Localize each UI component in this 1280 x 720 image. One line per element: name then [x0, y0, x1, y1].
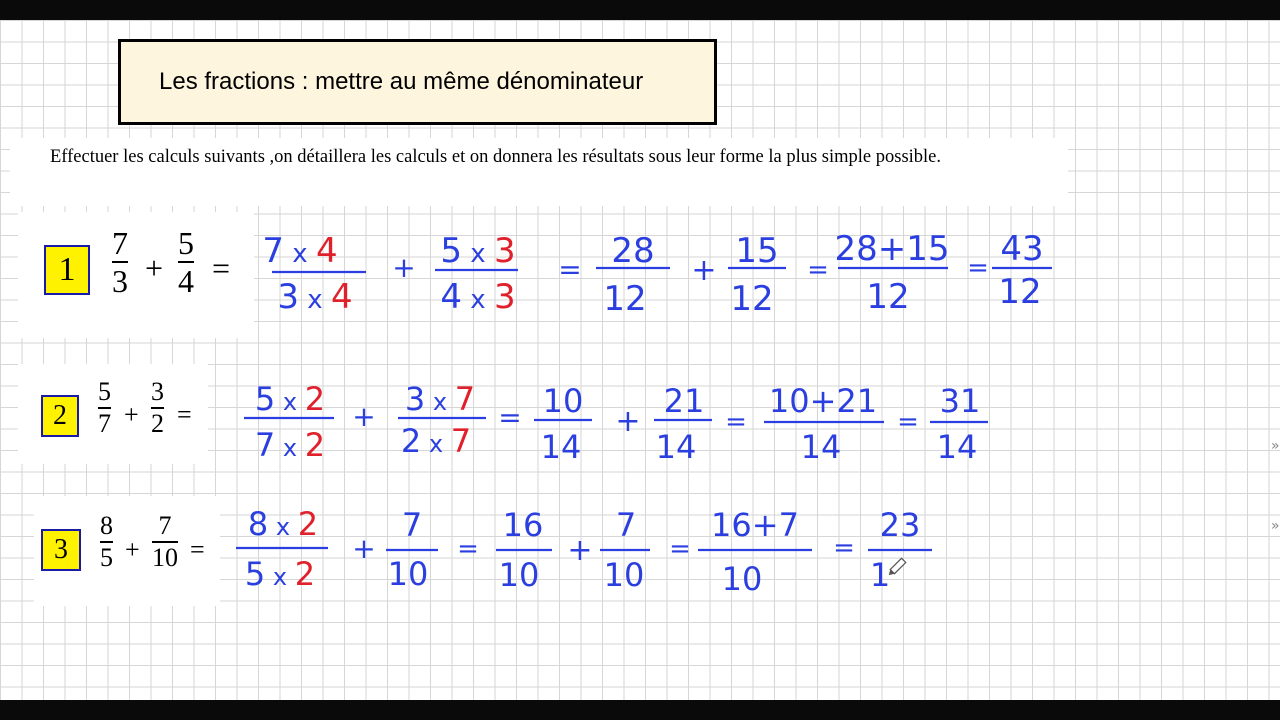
svg-text:23: 23 [879, 506, 921, 544]
numerator: 3 [151, 377, 164, 406]
work-2-frac-1 [244, 380, 334, 464]
work-1-frac-5 [834, 229, 949, 317]
exercise-3-number: 3 [41, 529, 81, 571]
svg-text:10: 10 [387, 555, 429, 593]
svg-text:2 x 7: 2 x 7 [400, 422, 472, 460]
exercise-3-equals: = [190, 535, 205, 564]
svg-text:10: 10 [498, 556, 540, 594]
svg-text:5 x 2: 5 x 2 [244, 555, 316, 593]
exercise-1-number: 1 [44, 245, 90, 295]
work-1-eq-1: = [558, 253, 582, 286]
work-3-eq-2: = [669, 534, 691, 564]
work-2-eq-1: = [498, 401, 522, 434]
bottom-letterbox [0, 700, 1280, 720]
exercise-3-work [236, 505, 932, 598]
work-3-eq-1: = [457, 534, 479, 564]
work-2-eq-2: = [725, 407, 747, 437]
svg-text:3 x 4: 3 x 4 [277, 277, 353, 317]
svg-text:14: 14 [655, 428, 697, 466]
edge-mark-2: » [1271, 518, 1280, 534]
work-1-result [992, 229, 1052, 312]
work-3-result [868, 506, 932, 594]
edge-mark-1: » [1271, 438, 1280, 454]
work-1-eq-3: = [967, 253, 989, 283]
denominator: 3 [112, 263, 128, 299]
work-2-frac-3 [534, 382, 592, 466]
work-2-result [930, 382, 988, 466]
work-2-plus-1: + [352, 400, 376, 433]
svg-text:3 x 7: 3 x 7 [404, 380, 476, 418]
page-title: Les fractions : mettre au même dénominateur [159, 68, 644, 95]
work-2-frac-5 [764, 382, 884, 466]
denominator: 4 [178, 263, 194, 299]
work-2-frac-4 [654, 382, 712, 466]
svg-text:12: 12 [998, 272, 1042, 312]
svg-text:5 x 2: 5 x 2 [254, 380, 326, 418]
exercise-2-work [244, 380, 988, 466]
svg-text:7: 7 [401, 506, 423, 544]
numerator: 5 [178, 225, 194, 261]
svg-text:10: 10 [542, 382, 584, 420]
svg-text:5 x 3: 5 x 3 [440, 231, 516, 271]
exercise-1-equals: = [212, 250, 231, 286]
svg-text:14: 14 [540, 428, 582, 466]
svg-text:31: 31 [939, 382, 981, 420]
work-1-frac-3 [596, 231, 670, 319]
numerator: 7 [112, 225, 128, 261]
denominator: 10 [152, 543, 178, 572]
work-2-plus-2: + [615, 404, 641, 439]
work-3-frac-3 [496, 506, 552, 594]
work-3-frac-1 [236, 505, 328, 593]
exercise-1-work [262, 229, 1052, 319]
svg-text:8 x 2: 8 x 2 [247, 505, 319, 543]
svg-text:16: 16 [502, 506, 544, 544]
svg-text:10+21: 10+21 [768, 382, 878, 420]
exercise-2-number: 2 [41, 395, 79, 437]
svg-text:1: 1 [869, 556, 891, 594]
svg-text:43: 43 [1000, 229, 1044, 269]
svg-text:14: 14 [936, 428, 978, 466]
work-3-plus-2: + [567, 533, 593, 568]
work-1-frac-2 [435, 231, 518, 317]
svg-text:16+7: 16+7 [711, 506, 799, 544]
svg-text:10: 10 [721, 560, 763, 598]
svg-text:21: 21 [663, 382, 705, 420]
denominator: 7 [98, 409, 111, 438]
work-1-plus-2: + [691, 253, 717, 288]
svg-text:28+15: 28+15 [834, 229, 950, 269]
numerator: 7 [158, 511, 172, 540]
work-1-frac-1 [262, 231, 366, 317]
svg-text:12: 12 [730, 279, 774, 319]
svg-text:7 x 4: 7 x 4 [262, 231, 338, 271]
svg-text:28: 28 [611, 231, 655, 271]
work-2-eq-3: = [897, 407, 919, 437]
svg-text:12: 12 [603, 279, 647, 319]
svg-text:7 x 2: 7 x 2 [254, 426, 326, 464]
work-3-frac-2 [386, 506, 438, 593]
numerator: 5 [98, 377, 111, 406]
svg-text:14: 14 [800, 428, 842, 466]
work-1-eq-2: = [807, 255, 829, 285]
work-3-frac-5 [698, 506, 812, 598]
svg-text:12: 12 [866, 277, 910, 317]
work-1-plus-1: + [392, 251, 416, 284]
svg-text:10: 10 [603, 556, 645, 594]
work-3-frac-4 [600, 506, 650, 594]
exercise-2-plus: + [124, 400, 139, 429]
instructions-text: Effectuer les calculs suivants ,on détaillera les calculs et on donnera les résultats sous leur forme la plus simple possible. [50, 147, 942, 167]
work-3-plus-1: + [352, 532, 376, 565]
exercise-2-equals: = [177, 400, 192, 429]
work-2-frac-2 [398, 380, 486, 460]
exercise-1-plus: + [145, 250, 164, 286]
svg-text:15: 15 [735, 231, 779, 271]
exercise-3-plus: + [125, 535, 140, 564]
work-3-eq-3: = [833, 533, 855, 563]
work-1-frac-4 [728, 231, 786, 319]
numerator: 8 [100, 511, 113, 540]
denominator: 5 [100, 543, 113, 572]
svg-text:7: 7 [615, 506, 637, 544]
denominator: 2 [151, 409, 164, 438]
svg-text:4 x 3: 4 x 3 [440, 277, 516, 317]
